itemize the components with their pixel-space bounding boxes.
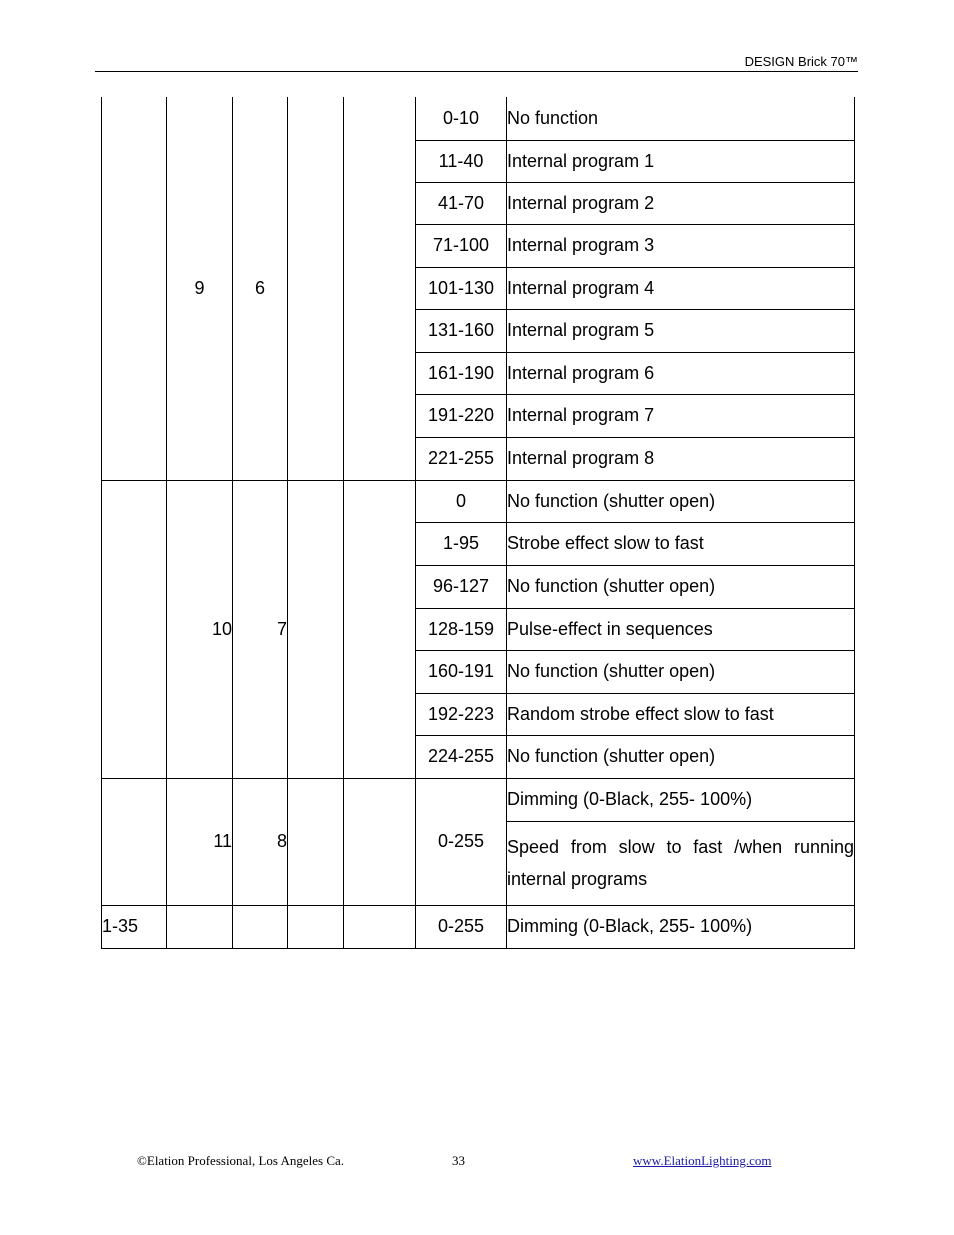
function-cell: No function <box>507 97 855 140</box>
table-row <box>102 905 855 948</box>
value-cell: 96-127 <box>416 565 507 608</box>
function-cell: No function (shutter open) <box>507 735 855 778</box>
function-cell: Dimming (0-Black, 255- 100%) <box>507 905 855 948</box>
value-cell: 71-100 <box>416 224 507 267</box>
function-cell: No function (shutter open) <box>507 480 855 522</box>
dmx-channel-table <box>101 97 855 949</box>
value-cell: 11-40 <box>416 140 507 182</box>
function-cell: Internal program 7 <box>507 394 855 437</box>
footer-page-number: 33 <box>452 1153 465 1168</box>
function-cell: No function (shutter open) <box>507 650 855 693</box>
function-cell: Internal program 6 <box>507 352 855 394</box>
channel-cell-empty <box>102 480 167 778</box>
function-cell: Dimming (0-Black, 255- 100%) <box>507 778 855 821</box>
table-row <box>102 97 855 140</box>
channel-cell: 10 <box>167 480 233 778</box>
function-cell: Internal program 2 <box>507 182 855 224</box>
function-cell: Internal program 4 <box>507 267 855 309</box>
function-cell: Pulse-effect in sequences <box>507 608 855 650</box>
value-cell: 192-223 <box>416 693 507 735</box>
channel-cell-empty <box>344 905 416 948</box>
value-cell: 41-70 <box>416 182 507 224</box>
value-cell: 191-220 <box>416 394 507 437</box>
channel-cell: 11 <box>167 778 233 905</box>
value-cell: 1-95 <box>416 522 507 565</box>
channel-cell-empty <box>102 778 167 905</box>
channel-cell-empty <box>288 97 344 480</box>
channel-cell: 1-35 <box>102 905 167 948</box>
channel-cell-empty <box>233 905 288 948</box>
value-cell: 101-130 <box>416 267 507 309</box>
value-cell: 0 <box>416 480 507 522</box>
channel-cell: 9 <box>167 97 233 480</box>
function-cell: Speed from slow to fast /when running internal programs <box>507 821 855 905</box>
header-divider <box>95 71 858 72</box>
value-cell: 160-191 <box>416 650 507 693</box>
value-cell: 221-255 <box>416 437 507 480</box>
table-row <box>102 480 855 522</box>
channel-cell-empty <box>288 905 344 948</box>
value-cell: 0-10 <box>416 97 507 140</box>
function-cell: Internal program 1 <box>507 140 855 182</box>
channel-cell-empty <box>344 778 416 905</box>
function-cell: Internal program 3 <box>507 224 855 267</box>
value-cell: 131-160 <box>416 309 507 352</box>
function-cell: Strobe effect slow to fast <box>507 522 855 565</box>
footer-website-link[interactable]: www.ElationLighting.com <box>633 1153 772 1168</box>
channel-cell-empty <box>344 480 416 778</box>
channel-cell-empty <box>167 905 233 948</box>
function-cell: No function (shutter open) <box>507 565 855 608</box>
channel-cell-empty <box>288 480 344 778</box>
channel-cell-empty <box>288 778 344 905</box>
value-cell: 0-255 <box>416 778 507 905</box>
table-row <box>102 778 855 821</box>
function-cell: Random strobe effect slow to fast <box>507 693 855 735</box>
channel-cell: 8 <box>233 778 288 905</box>
value-cell: 0-255 <box>416 905 507 948</box>
value-cell: 224-255 <box>416 735 507 778</box>
value-cell: 128-159 <box>416 608 507 650</box>
page-header-title: DESIGN Brick 70™ <box>744 54 858 69</box>
value-cell: 161-190 <box>416 352 507 394</box>
footer-copyright: ©Elation Professional, Los Angeles Ca. <box>137 1153 345 1168</box>
channel-cell: 6 <box>233 97 288 480</box>
channel-cell-empty <box>102 97 167 480</box>
function-cell: Internal program 5 <box>507 309 855 352</box>
channel-cell-empty <box>344 97 416 480</box>
channel-cell: 7 <box>233 480 288 778</box>
function-cell: Internal program 8 <box>507 437 855 480</box>
